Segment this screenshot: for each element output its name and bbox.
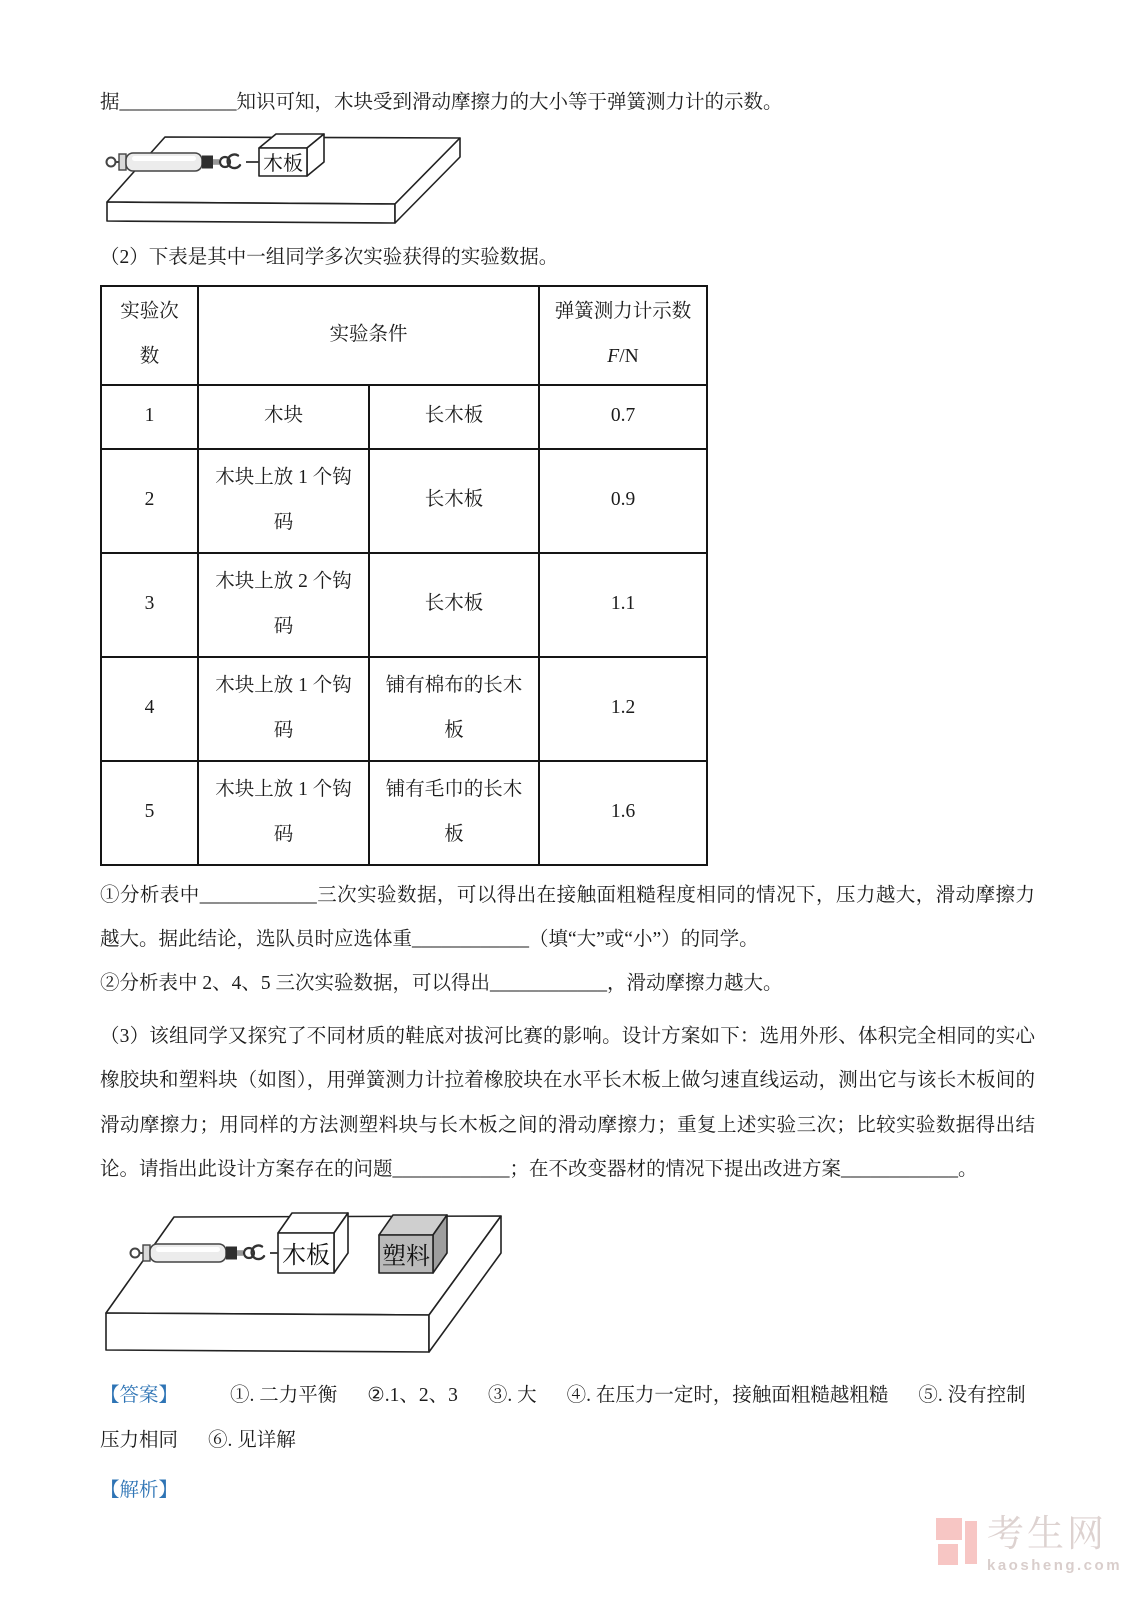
experiment-table (100, 285, 708, 866)
cell-cond2: 长木板 (369, 449, 539, 553)
analysis-item-1: ①分析表中____________三次实验数据，可以得出在接触面粗糙程度相同的情况下，压力越大，滑动摩擦力越大。据此结论，选队员时应选体重____________（填“大”或“小”）的同学。 (100, 884, 1035, 950)
cell-value: 0.7 (539, 385, 707, 449)
cell-trial: 1 (101, 385, 198, 449)
plastic-block-label: 塑料 (382, 1243, 430, 1270)
answer-item: ②.1、2、3 (367, 1384, 458, 1406)
cell-cond1: 木块上放 1 个钩码 (198, 657, 369, 761)
watermark (936, 1516, 1122, 1574)
figure-1-svg (104, 133, 464, 227)
table-row (101, 553, 707, 657)
figure-2 (104, 1209, 1035, 1354)
cell-cond1: 木块 (198, 385, 369, 449)
cell-cond2: 长木板 (369, 553, 539, 657)
figure-2-svg (104, 1209, 504, 1354)
table-row (101, 385, 707, 449)
answer-label: 【答案】 (100, 1384, 179, 1406)
answer-item: ⑤. 没有控制压力相同 (100, 1384, 1026, 1451)
wood-block-label: 木板 (263, 153, 303, 176)
header-reading-title: 弹簧测力计示数 (554, 301, 692, 323)
table-row (101, 761, 707, 865)
cell-value: 1.2 (539, 657, 707, 761)
answer-item: ③. 大 (487, 1384, 537, 1406)
cell-value: 1.1 (539, 553, 707, 657)
cell-cond1: 木块上放 2 个钩码 (198, 553, 369, 657)
cell-cond2: 长木板 (369, 385, 539, 449)
cell-value: 0.9 (539, 449, 707, 553)
header-reading-unit: F/N (607, 346, 639, 367)
cell-cond1: 木块上放 1 个钩码 (198, 761, 369, 865)
explanation-label-line (100, 1469, 1035, 1514)
cell-trial: 4 (101, 657, 198, 761)
cell-cond2: 铺有棉布的长木板 (369, 657, 539, 761)
kaosheng-logo-icon (936, 1516, 978, 1566)
intro-text: 据____________知识可知，木块受到滑动摩擦力的大小等于弹簧测力计的示数。 (100, 92, 783, 113)
header-trial-number: 实验次数 (101, 286, 198, 385)
cell-value: 1.6 (539, 761, 707, 865)
explanation-label: 【解析】 (100, 1480, 179, 1502)
figure-1 (104, 133, 1035, 227)
answer-item: ⑥. 见详解 (208, 1429, 296, 1451)
header-reading (539, 286, 707, 385)
cell-cond1: 木块上放 1 个钩码 (198, 449, 369, 553)
cell-trial: 3 (101, 553, 198, 657)
table-row (101, 657, 707, 761)
cell-trial: 2 (101, 449, 198, 553)
cell-trial: 5 (101, 761, 198, 865)
watermark-text (987, 1516, 1122, 1574)
analysis-item-3: （3）该组同学又探究了不同材质的鞋底对拔河比赛的影响。设计方案如下：选用外形、体积完全相同的实心橡胶块和塑料块（如图），用弹簧测力计拉着橡胶块在水平长木板上做匀速直线运动，测出它与该长木板间的滑动摩擦力；用同样的方法测塑料块与长木板之间的滑动摩擦力；重复上述实验三次；比较实验数据得出结论。请指出此设计方案存在的问题____________；在不改变器材的情况下提出改进方案____________。 (100, 1025, 1035, 1181)
header-conditions: 实验条件 (198, 286, 539, 385)
answer-line (100, 1374, 1035, 1464)
section2-heading: （2）下表是其中一组同学多次实验获得的实验数据。 (100, 247, 559, 269)
table-header-row (101, 286, 707, 385)
answer-item: ①. 二力平衡 (230, 1384, 338, 1406)
wood-block-label: 木板 (282, 1242, 330, 1269)
cell-cond2: 铺有毛巾的长木板 (369, 761, 539, 865)
table-row (101, 449, 707, 553)
analysis-item-2: ②分析表中 2、4、5 三次实验数据，可以得出____________，滑动摩擦力越大。 (100, 973, 783, 995)
watermark-domain: kaosheng.com (987, 1556, 1123, 1574)
answer-item: ④. 在压力一定时，接触面粗糙越粗糙 (566, 1384, 889, 1406)
watermark-brand: 考生网 (987, 1514, 1107, 1555)
